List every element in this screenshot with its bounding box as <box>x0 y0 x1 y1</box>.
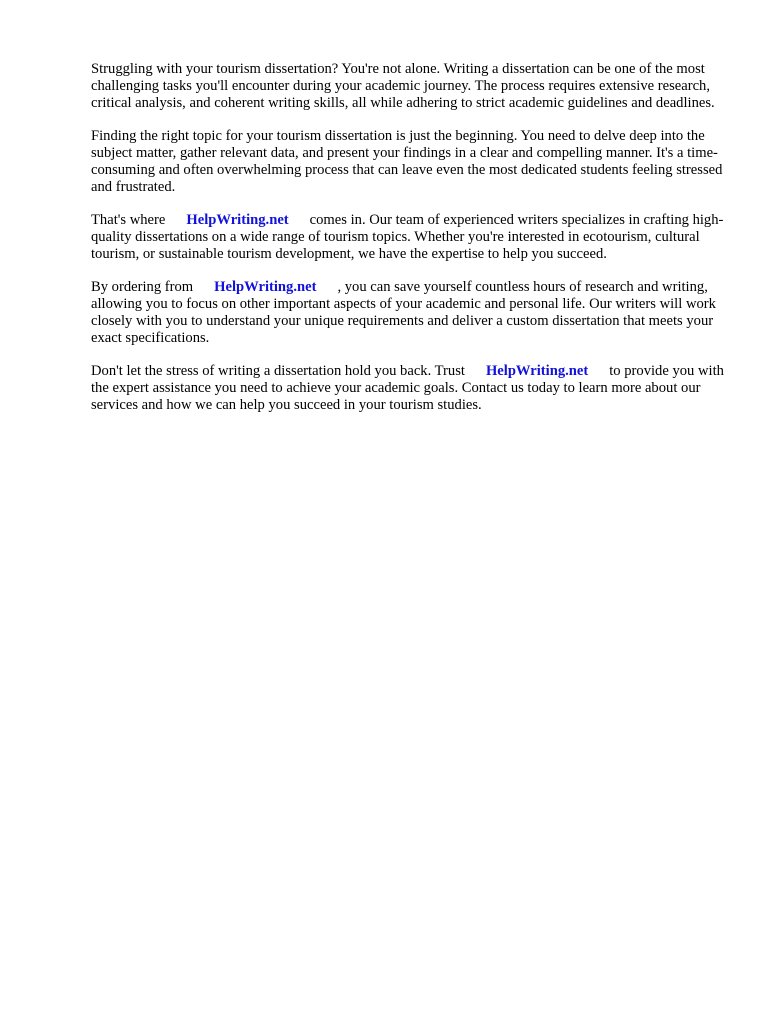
paragraph-topic: Finding the right topic for your tourism dissertation is just the beginning. You need to delve deep into the subject matter, gather relevant data, and present your findings in a clear and compelling manner. It's a time-consuming and often overwhelming process that can leave even the most dedicated students feeling stressed and frustrated. <box>91 128 723 195</box>
paragraph-text: By ordering from <box>91 279 194 295</box>
paragraph-trust <box>91 363 731 414</box>
paragraph-text: to provide you with the expert assistance you need to achieve your academic goals. Contact us today to learn more about our services and how we can help you succeed in your tourism studies. <box>91 363 724 413</box>
document-body <box>91 61 731 430</box>
paragraph-ordering <box>91 279 731 347</box>
helpwriting-link[interactable]: HelpWriting.net <box>186 212 289 228</box>
paragraph-text: comes in. Our team of experienced writers specializes in crafting high-quality dissertations on a wide range of tourism topics. Whether you're interested in ecotourism, cultural tourism, or sustainable tourism development, we have the expertise to help you succeed. <box>91 212 724 262</box>
helpwriting-link[interactable]: HelpWriting.net <box>485 363 589 379</box>
paragraph-text: That's where <box>91 212 166 228</box>
paragraph-text: Don't let the stress of writing a dissertation hold you back. Trust <box>91 363 465 379</box>
paragraph-intro: Struggling with your tourism dissertation? You're not alone. Writing a dissertation can be one of the most challenging tasks you'll encounter during your academic journey. The process requires extensive research, critical analysis, and coherent writing skills, all while adhering to strict academic guidelines and deadlines. <box>91 61 715 111</box>
paragraph-thats-where <box>91 212 731 263</box>
helpwriting-link[interactable]: HelpWriting.net <box>214 279 317 295</box>
paragraph-text: , you can save yourself countless hours of research and writing, allowing you to focus on other important aspects of your academic and personal life. Our writers will work closely with you to understand your unique requirements and deliver a custom dissertation that meets your exact specifications. <box>91 279 716 346</box>
